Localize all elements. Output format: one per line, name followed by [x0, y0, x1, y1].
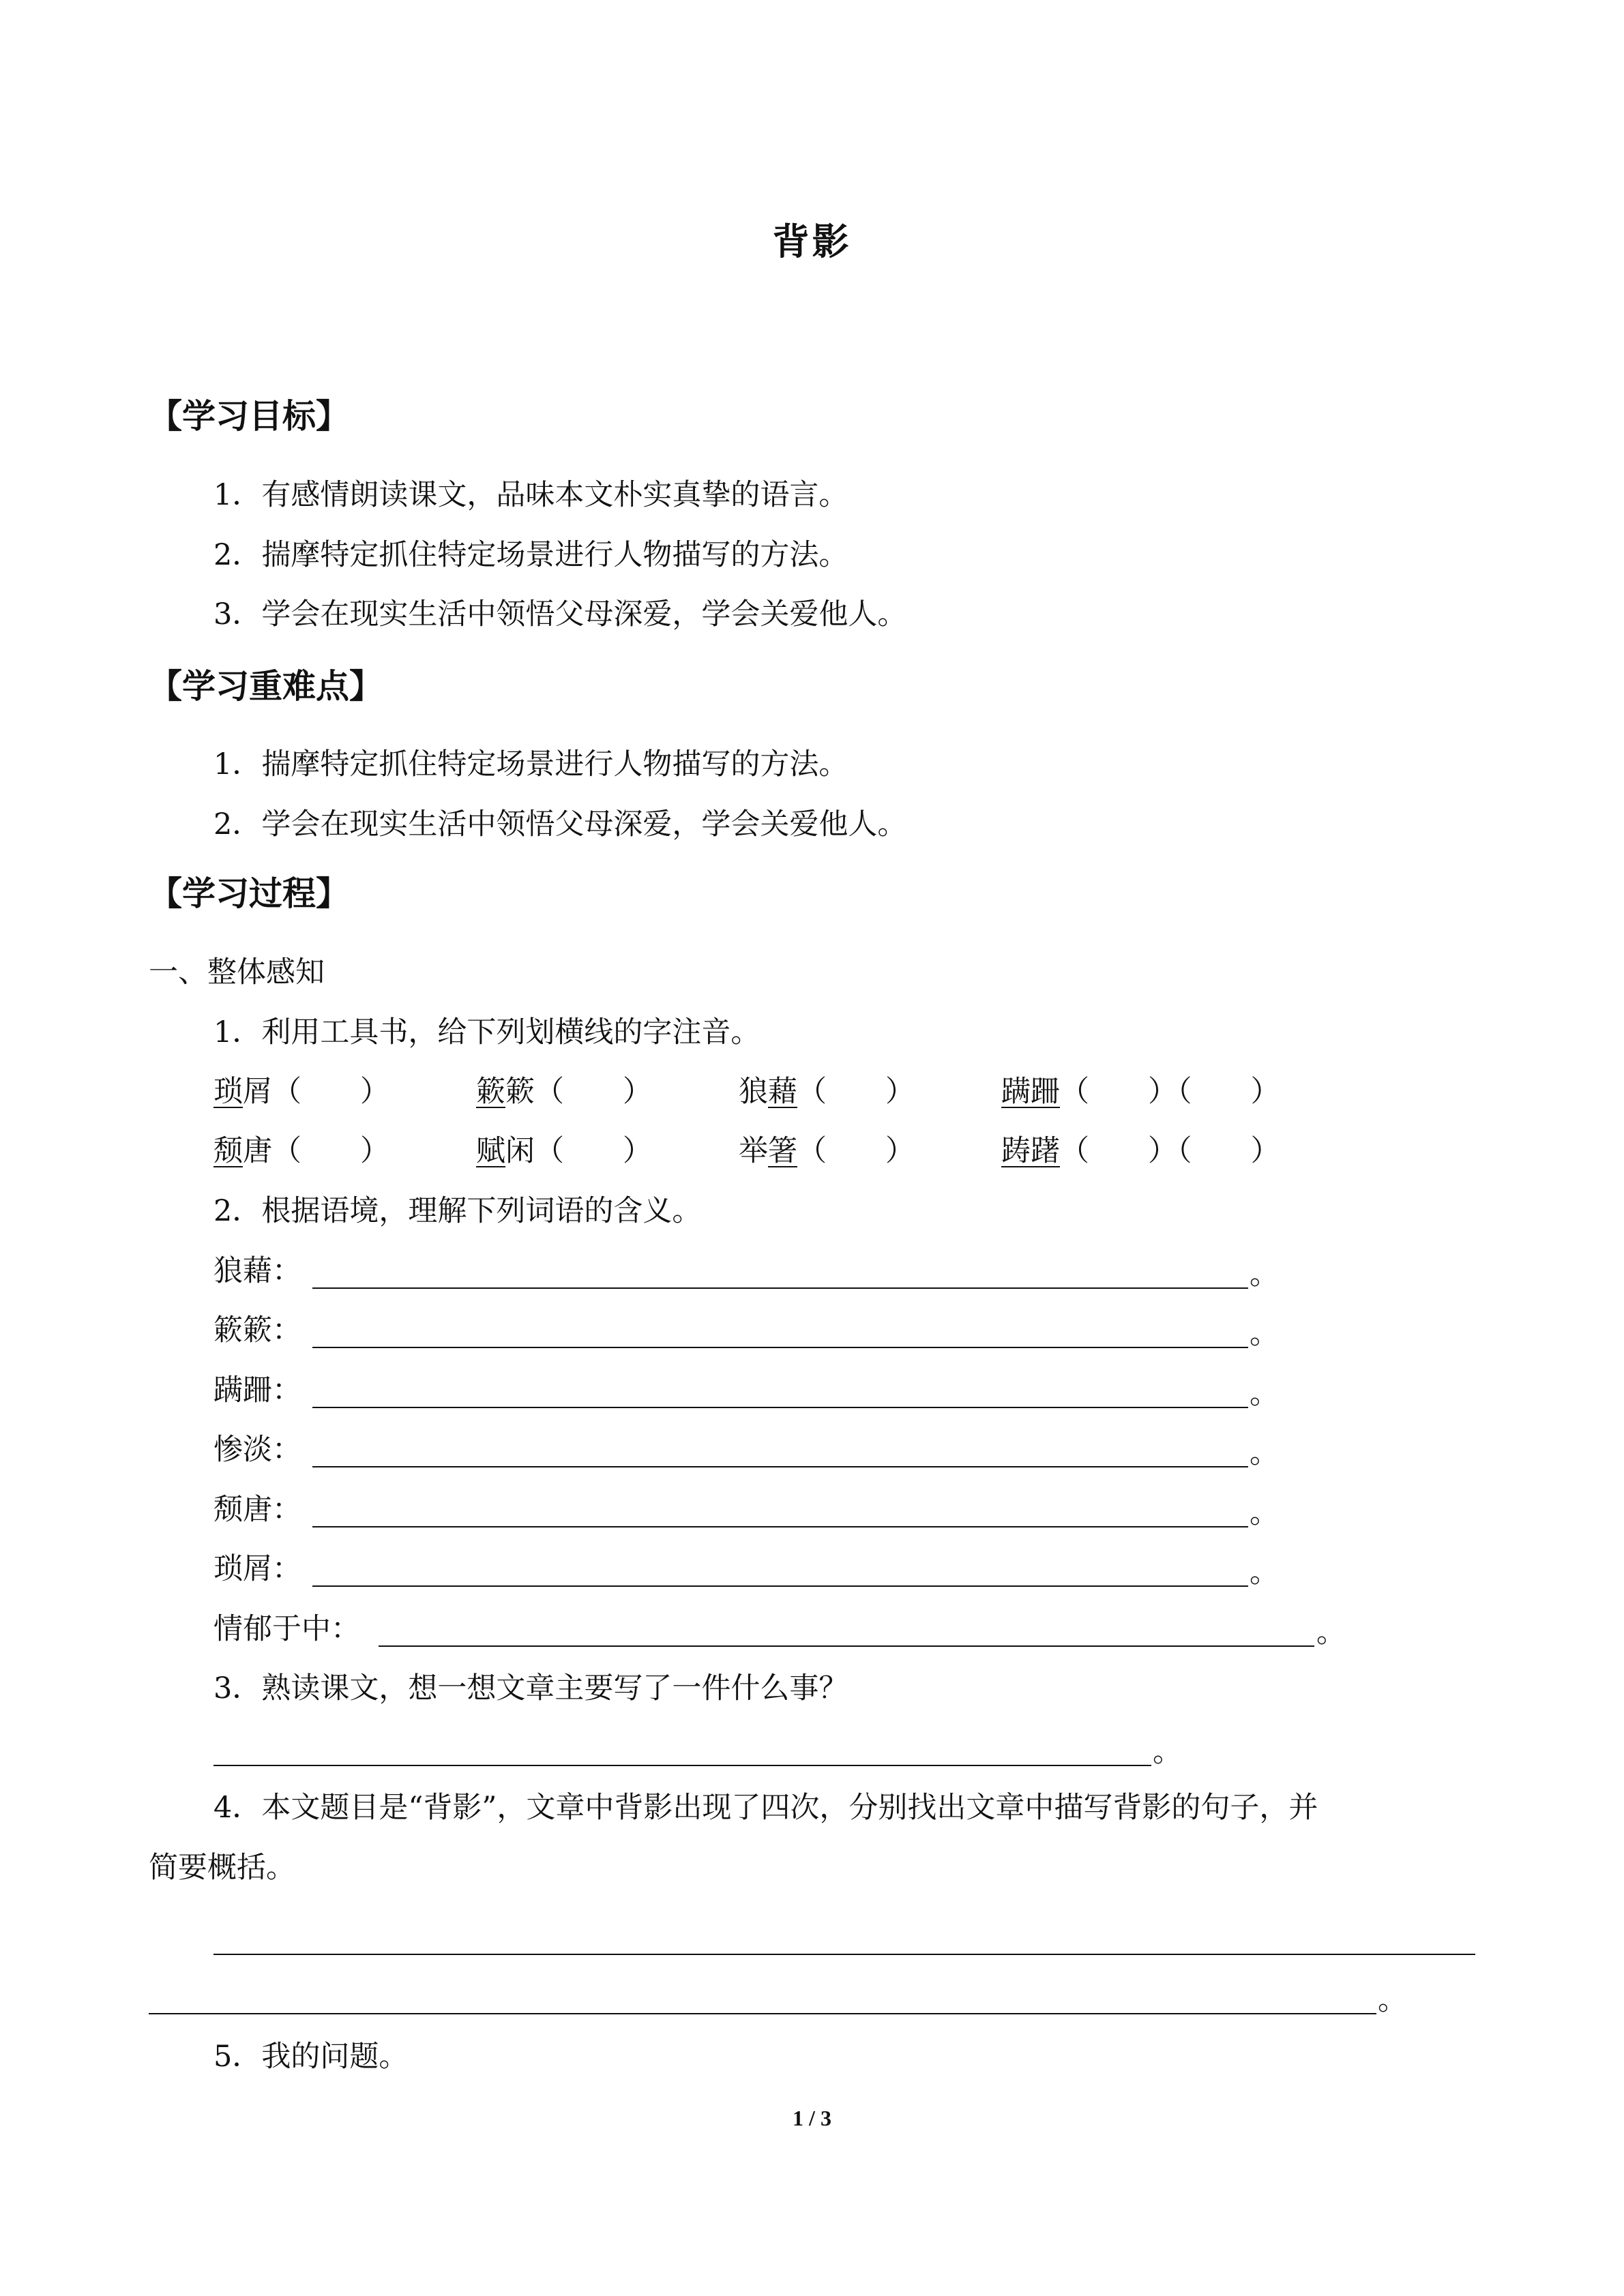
term-label-panshan: 蹒跚：: [213, 1373, 301, 1407]
part1-title: 一、整体感知: [149, 955, 325, 989]
vocab-item-langji: 狼藉（ ）: [739, 1075, 915, 1109]
answer-line-candan[interactable]: [312, 1466, 1248, 1467]
term-label-tuitang: 颓唐：: [213, 1493, 301, 1527]
vocab-item-juzhu: 举箸（ ）: [739, 1134, 915, 1168]
question-3: 3．熟读课文，想一想文章主要写了一件什么事？: [213, 1671, 848, 1705]
term-label-suoxie: 琐屑：: [213, 1552, 301, 1586]
term-label-candan: 惨淡：: [213, 1433, 301, 1467]
term-period: 。: [1250, 1555, 1279, 1590]
term-period: 。: [1316, 1615, 1346, 1650]
answer-line-q3[interactable]: [213, 1765, 1151, 1766]
vocab-item-suoxie: 琐屑（ ）: [213, 1075, 389, 1109]
page-indicator: 1 / 3: [793, 2106, 831, 2130]
term-label-langji: 狼藉：: [213, 1254, 301, 1288]
vocab-item-susu: 簌簌（ ）: [476, 1075, 652, 1109]
term-period: 。: [1250, 1257, 1279, 1292]
page-title: 背影: [772, 220, 852, 263]
answer-line-langji[interactable]: [312, 1287, 1248, 1289]
question-1: 1．利用工具书，给下列划横线的字注音。: [213, 1015, 761, 1049]
vocab-item-panshan: 蹒跚（ ）（ ）: [1001, 1075, 1280, 1109]
goal-item-1: 1．有感情朗读课文，品味本文朴实真挚的语言。: [213, 478, 848, 512]
section-heading-goals: 【学习目标】: [149, 397, 350, 436]
vocab-item-tuitang: 颓唐（ ）: [213, 1134, 389, 1168]
key-point-item-1: 1．揣摩特定抓住特定场景进行人物描写的方法。: [213, 747, 848, 781]
question-2: 2．根据语境，理解下列词语的含义。: [213, 1194, 702, 1228]
question-4-line-2: 简要概括。: [149, 1851, 295, 1885]
answer-line-susu[interactable]: [312, 1347, 1248, 1348]
q4-period: 。: [1378, 1983, 1407, 2017]
term-period: 。: [1250, 1317, 1279, 1351]
goal-item-2: 2．揣摩特定抓住特定场景进行人物描写的方法。: [213, 538, 848, 572]
term-period: 。: [1250, 1377, 1279, 1411]
question-5: 5．我的问题。: [213, 2040, 409, 2074]
answer-line-suoxie[interactable]: [312, 1585, 1248, 1587]
question-4-line-1: 4．本文题目是“背影”，文章中背影出现了四次，分别找出文章中描写背影的句子，并: [213, 1791, 1318, 1825]
answer-line-q4-2[interactable]: [149, 2013, 1376, 2014]
term-period: 。: [1250, 1436, 1279, 1470]
vocab-item-chouchu: 踌躇（ ）（ ）: [1001, 1134, 1280, 1168]
answer-line-tuitang[interactable]: [312, 1526, 1248, 1527]
term-label-susu: 簌簌：: [213, 1313, 301, 1347]
answer-line-qingyuyuzhong[interactable]: [379, 1645, 1314, 1647]
vocab-item-fuxian: 赋闲（ ）: [476, 1134, 652, 1168]
term-label-qingyuyuzhong: 情郁于中：: [213, 1612, 360, 1646]
q3-period: 。: [1153, 1735, 1182, 1769]
answer-line-panshan[interactable]: [312, 1407, 1248, 1408]
goal-item-3: 3．学会在现实生活中领悟父母深爱，学会关爱他人。: [213, 597, 907, 631]
section-heading-process: 【学习过程】: [149, 874, 350, 913]
term-period: 。: [1250, 1496, 1279, 1530]
answer-line-q4-1[interactable]: [213, 1954, 1475, 1955]
key-point-item-2: 2．学会在现实生活中领悟父母深爱，学会关爱他人。: [213, 807, 907, 841]
section-heading-key-points: 【学习重难点】: [149, 667, 383, 706]
